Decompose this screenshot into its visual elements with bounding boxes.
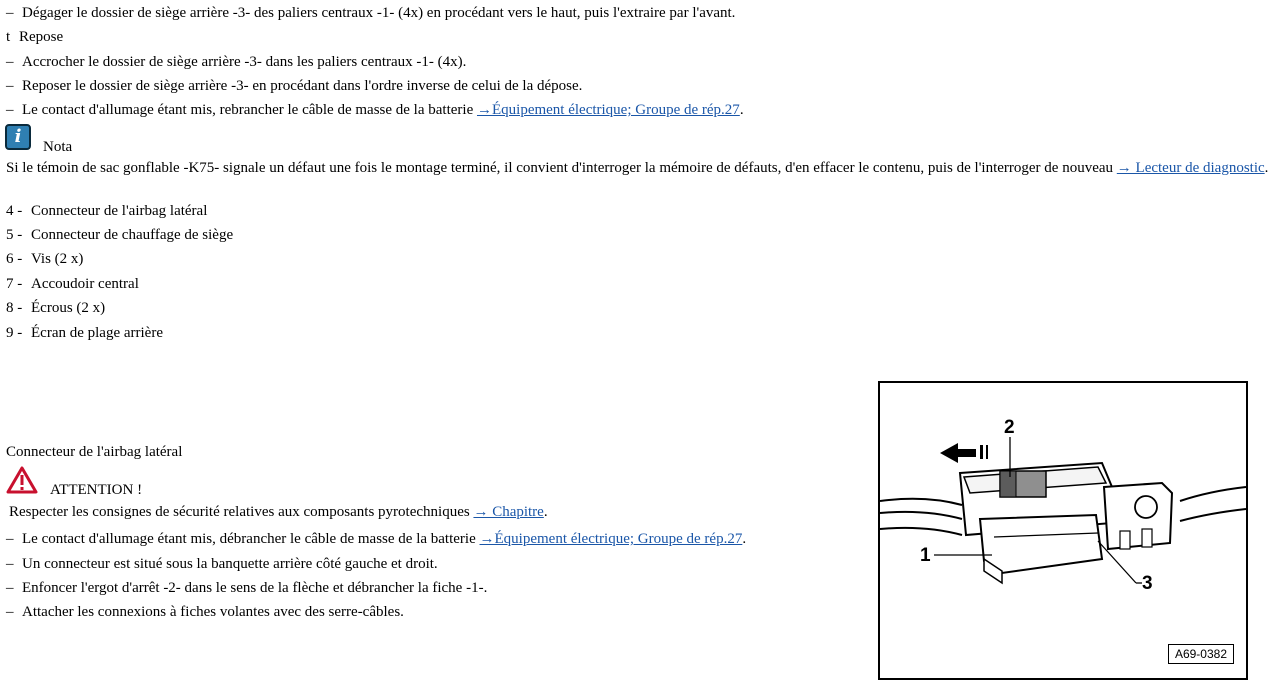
legend-item: 9 - Écran de plage arrière: [6, 325, 163, 341]
label-3: 3: [1142, 573, 1153, 594]
nota-title: Nota: [43, 139, 73, 155]
link-electrical-equipment[interactable]: →Équipement électrique; Groupe de rép.27: [476, 102, 740, 118]
link-diagnostic-reader[interactable]: → Lecteur de diagnostic: [1116, 160, 1265, 176]
section-title: Connecteur de l'airbag latéral: [6, 444, 183, 460]
warning-icon: [6, 466, 38, 494]
connector-drawing: [880, 383, 1246, 678]
repose-heading: [6, 28, 63, 46]
legend-item: 5 - Connecteur de chauffage de siège: [6, 227, 234, 243]
step-hook-backrest: – Accrocher le dossier de siège arrière -3- dans les paliers centraux -1- (4x).: [6, 54, 467, 70]
figure-code: A69-0382: [1168, 644, 1234, 664]
legend-item: 7 - Accoudoir central: [6, 276, 139, 292]
step-connector-location: – Un connecteur est situé sous la banquette arrière côté gauche et droit.: [6, 556, 438, 572]
step-reconnect-battery: – Le contact d'allumage étant mis, rebrancher le câble de masse de la batterie →Équipement électrique; Groupe de rép.27.: [6, 102, 744, 118]
step-reinstall-backrest: – Reposer le dossier de siège arrière -3- en procédant dans l'ordre inverse de celui de la dépose.: [6, 78, 583, 94]
link-chapter[interactable]: → Chapitre: [473, 504, 544, 520]
legend-item: 8 - Écrous (2 x): [6, 300, 106, 316]
bullet-marker: t: [6, 29, 11, 45]
link-electrical-equipment[interactable]: →Équipement électrique; Groupe de rép.27: [479, 531, 743, 547]
step-disconnect-battery: – Le contact d'allumage étant mis, débrancher le câble de masse de la batterie →Équipement électrique; Groupe de rép.27.: [6, 531, 747, 547]
info-icon: i: [5, 124, 31, 150]
warning-text: Respecter les consignes de sécurité relatives aux composants pyrotechniques → Chapitre.: [9, 504, 548, 520]
label-1: 1: [920, 545, 931, 566]
label-2: 2: [1004, 417, 1015, 438]
step-remove-backrest: – Dégager le dossier de siège arrière -3- des paliers centraux -1- (4x) en procédant vers le haut, puis l'extraire par l'avant.: [6, 5, 736, 21]
nota-text: Si le témoin de sac gonflable -K75- signale un défaut une fois le montage terminé, il convient d'interroger la mémoire de défauts, d'en effacer le contenu, puis de l'interroger de nouveau → Lecteur de diagnostic.: [6, 160, 1269, 176]
repose-title: Repose: [19, 29, 64, 45]
step-attach-connections: – Attacher les connexions à fiches volantes avec des serre-câbles.: [6, 604, 404, 620]
legend-item: 4 - Connecteur de l'airbag latéral: [6, 203, 208, 219]
connector-illustration: [878, 381, 1248, 680]
step-press-latch: – Enfoncer l'ergot d'arrêt -2- dans le sens de la flèche et débrancher la fiche -1-.: [6, 580, 488, 596]
warning-title: ATTENTION !: [50, 482, 143, 498]
legend-item: 6 - Vis (2 x): [6, 251, 84, 267]
